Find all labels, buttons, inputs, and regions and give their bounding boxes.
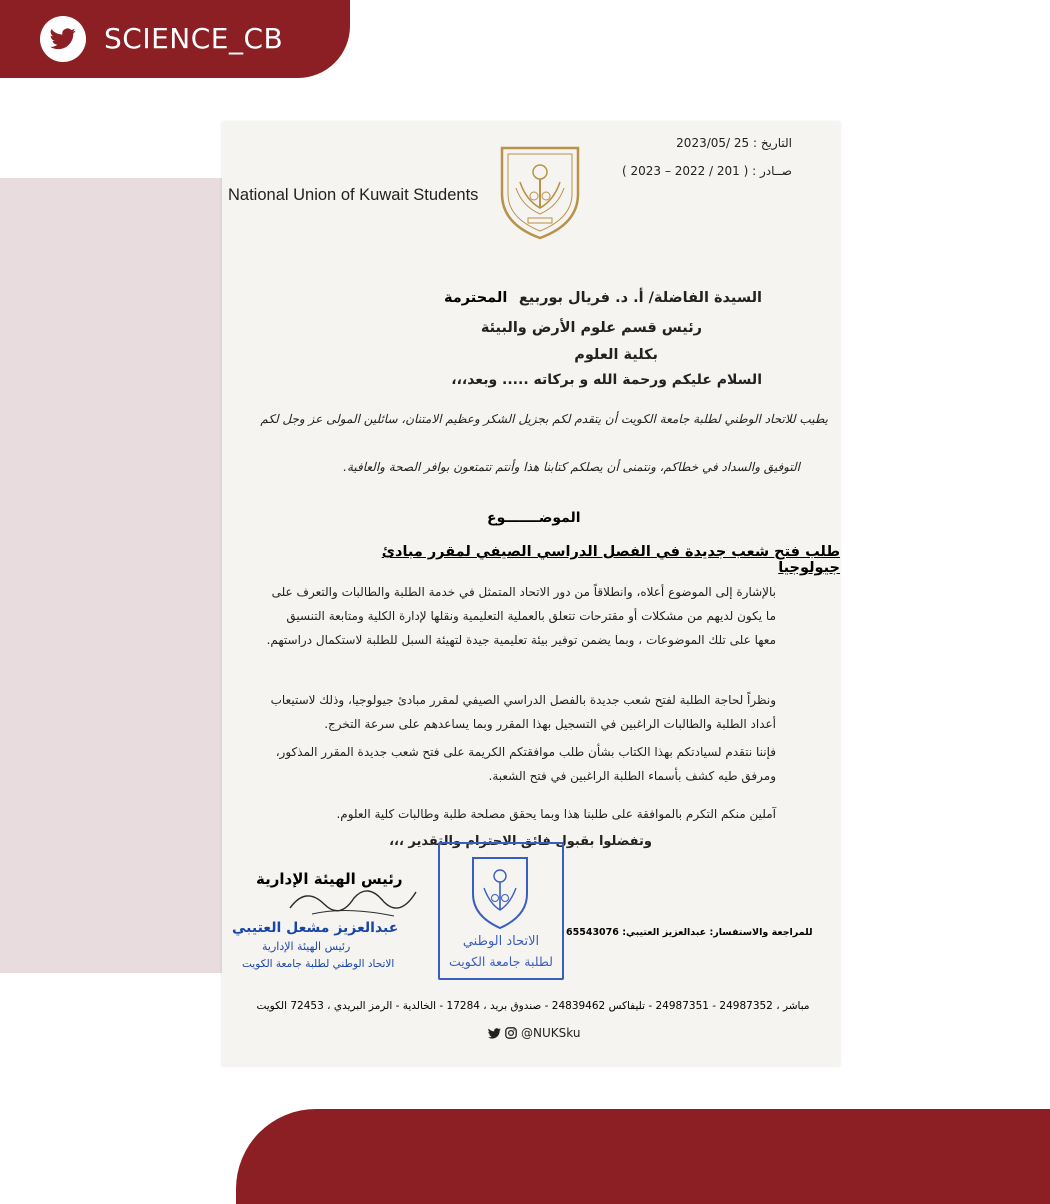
top-banner (0, 0, 350, 78)
signatory-role: رئيس الهيئة الإدارية (262, 940, 351, 953)
intro-line-1: يطيب للاتحاد الوطني لطلبة جامعة الكويت أن يتقدم لكم بجزيل الشكر وعظيم الامتنان، سائلين المولى عز وجل لكم (260, 412, 828, 426)
social-handle: @NUKSku (521, 1026, 581, 1040)
subject-label: الموضـــــــوع (487, 510, 581, 526)
recipient-honorific: المحترمة (444, 290, 508, 306)
decor-band-left (0, 178, 248, 973)
twitter-icon (50, 28, 76, 50)
intro-line-2: التوفيق والسداد في خطاكم، ونتمنى أن يصلكم كتابنا هذا وأنتم تتمتعون بوافر الصحة والعافية. (343, 460, 800, 474)
official-stamp (438, 842, 564, 980)
recipient-department: رئيس قسم علوم الأرض والبيئة (480, 320, 702, 336)
signature-title: رئيس الهيئة الإدارية (256, 870, 403, 888)
org-name-english: National Union of Kuwait Students (228, 186, 479, 204)
signatory-name: عبدالعزيز مشعل العتيبي (232, 920, 399, 936)
signatory-organization: الاتحاد الوطني لطلبة جامعة الكويت (242, 958, 395, 970)
twitter-icon-circle (40, 16, 86, 62)
stamp-line-1: الاتحاد الوطني (462, 934, 540, 949)
letter-document (222, 122, 840, 1066)
footer-social (488, 1026, 580, 1040)
handwritten-signature (282, 878, 422, 926)
twitter-icon (488, 1028, 501, 1039)
footer-address: مباشر ، 24987352 - 24987351 - تليفاكس 24839462 - صندوق بريد ، 17284 - الخالدية - الرمز البريدي ، 72453 الكويت (256, 1000, 810, 1012)
greeting: السلام عليكم ورحمة الله و بركاته ..... وبعد،،، (451, 372, 762, 388)
body-paragraph-1: بالإشارة إلى الموضوع أعلاه، وانطلاقاً من دور الاتحاد المتمثل في خدمة الطلبة والطالبات والتعرف على ما يكون لديهم من مشكلات أو مقترحات تتعلق بالعملية التعليمية ونقلها لإدارة الكلية ومتابعة التنسيق معها على تلك الموضوعات ، وبما يضمن توفير بيئة تعليمية جيدة لتهيئة السبل للطلبة لاستكمال دراستهم. (266, 585, 776, 647)
account-handle[interactable]: SCIENCE_CB (104, 22, 284, 55)
subject-title: طلب فتح شعب جديدة في الفصل الدراسي الصيفي لمقرر مبادئ جيولوجيا (381, 544, 840, 576)
inquiry-contact: للمراجعة والاستفسار: عبدالعزيز العتيبي: 65543076 (566, 927, 813, 938)
recipient-college: بكلية العلوم (574, 347, 658, 363)
union-logo-icon (498, 142, 582, 240)
decor-band-bottom (236, 1109, 1050, 1204)
stamp-shield-icon (470, 854, 530, 930)
instagram-icon (505, 1027, 517, 1039)
letter-date: التاريخ : 25 /2023/05 (676, 136, 792, 150)
closing-line: وتفضلوا بقبول فائق الاحترام والتقدير ،،، (389, 834, 652, 849)
stamp-line-2: لطلبة جامعة الكويت (449, 954, 553, 969)
recipient-name: السيدة الفاضلة/ أ. د. فريال بوربيع (518, 290, 762, 306)
body-paragraph-3: فإننا نتقدم لسيادتكم بهذا الكتاب بشأن طلب موافقتكم الكريمة على فتح شعب جديدة المقرر المذكور، ومرفق طيه كشف بأسماء الطلبة الراغبين في فتح الشعبة. (275, 745, 776, 783)
body-paragraph-2: ونظراً لحاجة الطلبة لفتح شعب جديدة بالفصل الدراسي الصيفي لمقرر مبادئ جيولوجيا، وذلك لاستيعاب أعداد الطلبة والطالبات الراغبين في التسجيل بهذا المقرر وبما يساعدهم على سرعة التخرج. (270, 693, 776, 731)
letter-reference: صــادر : ( 201 / 2022 – 2023 ) (622, 164, 792, 178)
body-paragraph-4: آملين منكم التكرم بالموافقة على طلبنا هذا وبما يحقق مصلحة طلبة وطالبات كلية العلوم. (336, 807, 776, 821)
